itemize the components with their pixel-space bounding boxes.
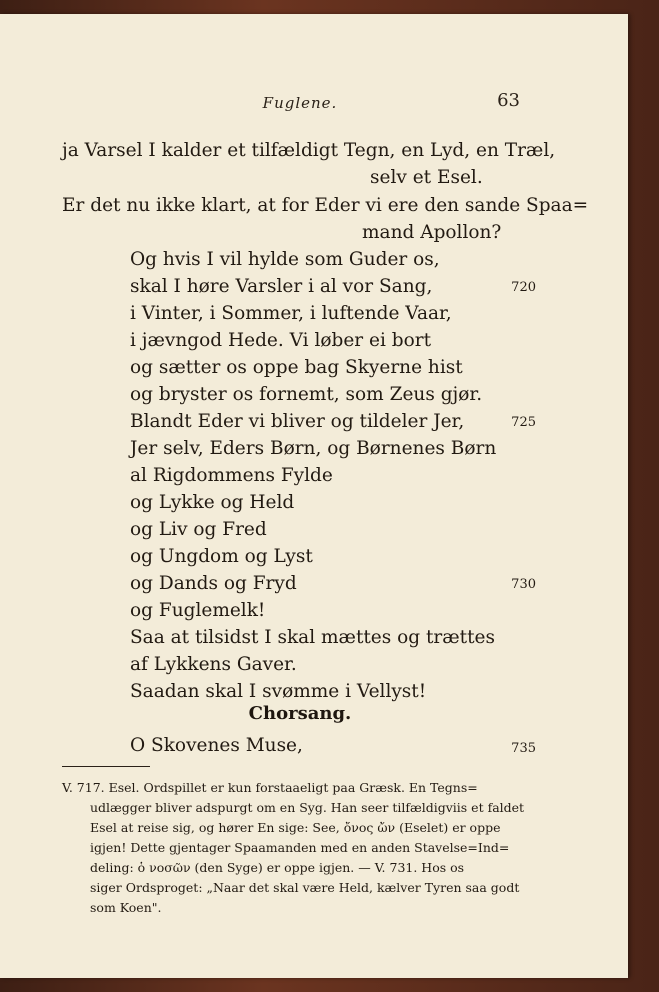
verse-line: af Lykkens Gaver. [130, 654, 297, 675]
verse-line: i Vinter, i Sommer, i luftende Vaar, [130, 303, 452, 324]
line-number: 735 [511, 741, 536, 756]
footnote-line: deling: ὁ νοσῶν (den Syge) er oppe igjen. — V. 731. Hos os [90, 860, 465, 875]
verse-line: Er det nu ikke klart, at for Eder vi ere den sande Spaa= [62, 195, 589, 216]
line-number: 720 [511, 280, 536, 295]
chorus-heading: Chorsang. [248, 703, 352, 724]
verse-line: selv et Esel. [370, 167, 483, 188]
page-number: 63 [497, 90, 520, 111]
verse-line: Saadan skal I svømme i Vellyst! [130, 681, 427, 702]
verse-line: i jævngod Hede. Vi løber ei bort [130, 330, 432, 351]
verse-line: al Rigdommens Fylde [130, 465, 333, 486]
verse-line: og sætter os oppe bag Skyerne hist [130, 357, 463, 378]
verse-line: ja Varsel I kalder et tilfældigt Tegn, en Lyd, en Træl, [62, 140, 556, 161]
verse-line: og Lykke og Held [130, 492, 295, 513]
verse-line: og Dands og Fryd [130, 573, 297, 594]
verse-line: og bryster os fornemt, som Zeus gjør. [130, 384, 483, 405]
verse-line: Jer selv, Eders Børn, og Børnenes Børn [130, 438, 497, 459]
book-page [0, 14, 628, 978]
page-content [0, 14, 628, 978]
verse-line: og Fuglemelk! [130, 600, 266, 621]
running-head: Fuglene. [262, 94, 338, 112]
footnote-line: som Koen". [90, 900, 162, 915]
footnote-line: udlægger bliver adspurgt om en Syg. Han seer tilfældigviis et faldet [90, 800, 525, 815]
verse-line: Blandt Eder vi bliver og tildeler Jer, [130, 411, 465, 432]
footnote-rule [62, 766, 150, 767]
verse-line: mand Apollon? [362, 222, 502, 243]
chorus-line: O Skovenes Muse, [130, 735, 303, 756]
verse-line: og Liv og Fred [130, 519, 267, 540]
footnote-line: igjen! Dette gjentager Spaamanden med en anden Stavelse=Ind= [90, 840, 510, 855]
line-number: 725 [511, 415, 536, 430]
footnote-line: siger Ordsproget: „Naar det skal være Held, kælver Tyren saa godt [90, 880, 520, 895]
footnote-line: Esel at reise sig, og hører En sige: See, ὄνος ὤν (Eselet) er oppe [90, 820, 501, 835]
line-number: 730 [511, 577, 536, 592]
footnote-line: V. 717. Esel. Ordspillet er kun forstaaeligt paa Græsk. En Tegns= [62, 780, 478, 795]
verse-line: skal I høre Varsler i al vor Sang, [130, 276, 433, 297]
verse-line: og Ungdom og Lyst [130, 546, 313, 567]
verse-line: Og hvis I vil hylde som Guder os, [130, 249, 440, 270]
verse-line: Saa at tilsidst I skal mættes og trættes [130, 627, 495, 648]
